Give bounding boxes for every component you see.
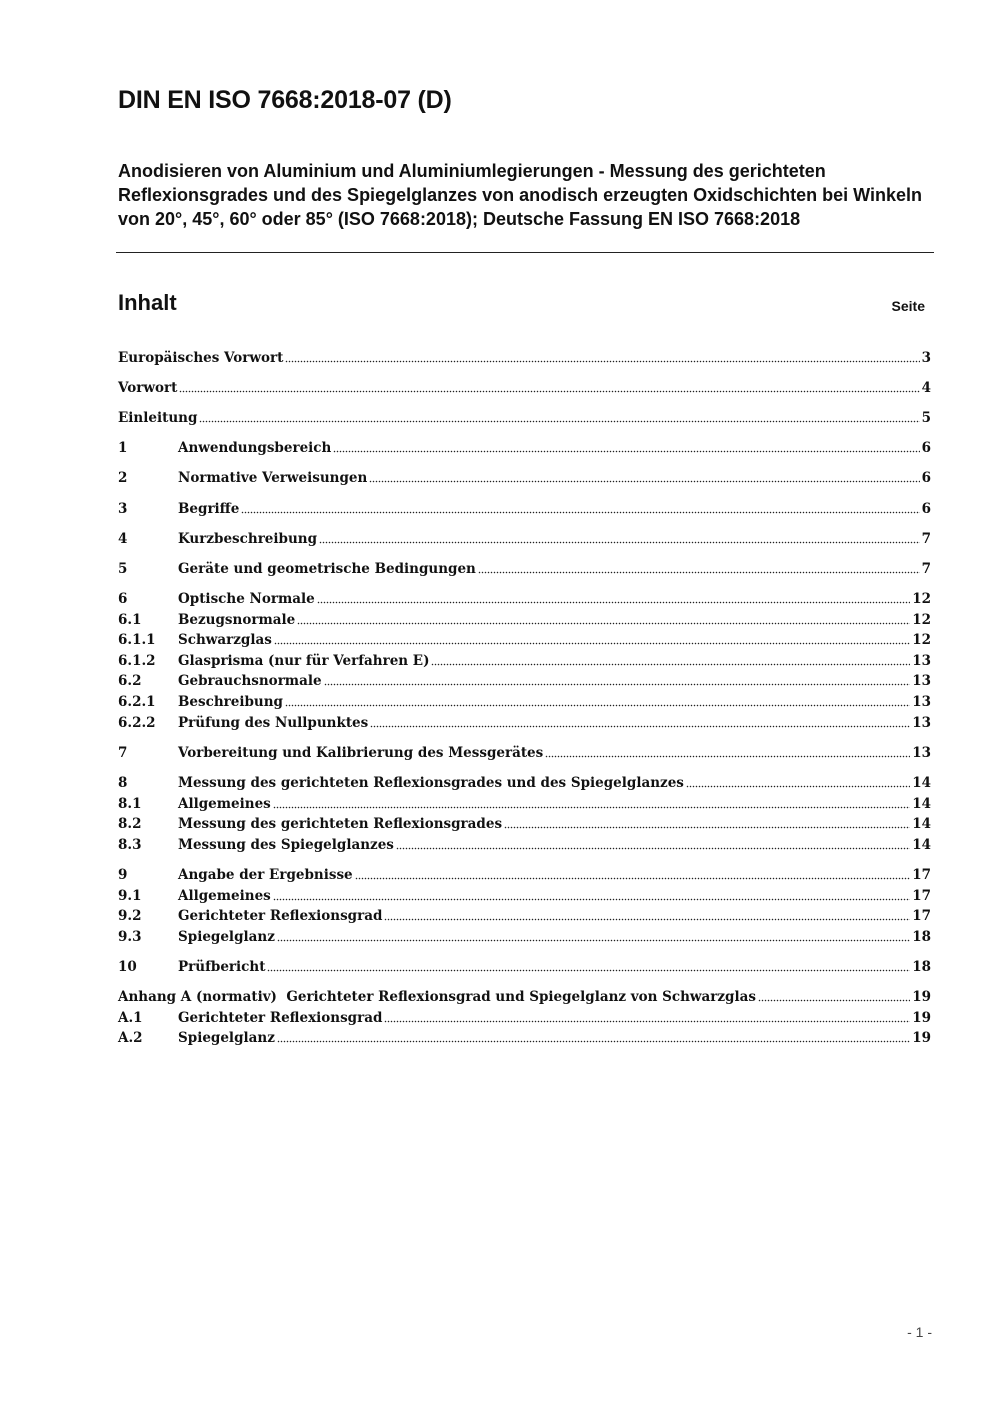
toc-entry-label: Einleitung [118,409,198,426]
toc-entry-label: Schwarzglas [178,632,272,649]
toc-entry[interactable] [118,1027,931,1048]
toc-entry-label: Prüfung des Nullpunktes [178,714,369,731]
toc-entry-label: Optische Normale [178,591,315,608]
toc-entry-label: Spiegelglanz [178,928,275,945]
toc-leader [431,662,910,666]
toc-entry[interactable] [118,1006,931,1027]
toc-entry-label: Allgemeines [178,887,271,904]
toc-entry-page: 13 [912,694,931,711]
toc-entry-page: 14 [912,836,931,853]
toc-entry-label: Normative Verweisungen [178,470,368,487]
toc-leader [324,682,911,686]
toc-entry-label: Bezugsnormale [178,611,296,628]
toc-entry-label: Vorwort [118,379,178,396]
toc-leader [319,540,920,544]
toc-entry-page: 17 [912,908,931,925]
toc-entry-number: 5 [118,560,128,577]
toc-entry-label: Angabe der Ergebnisse [178,867,353,883]
document-id: DIN EN ISO 7668:2018-07 (D) [118,86,452,114]
toc-entry[interactable] [118,406,931,427]
toc-entry[interactable] [118,467,931,488]
toc-entry[interactable] [118,863,931,884]
toc-entry-page: 14 [912,816,931,833]
toc-entry-page: 12 [912,632,931,649]
toc-entry[interactable] [118,741,931,762]
toc-entry-label: Messung des gerichteten Reflexionsgrades und des Spiegelglanzes [178,775,684,792]
toc-entry-label: Beschreibung [178,694,283,711]
toc-entry-label: Messung des Spiegelglanzes [178,836,394,853]
toc-entry[interactable] [118,925,931,946]
toc-entry-number: 9 [118,867,128,883]
toc-leader [285,703,910,707]
toc-leader [545,754,910,758]
toc-leader [317,600,911,604]
toc-entry[interactable] [118,629,931,650]
toc-leader [333,449,919,453]
toc-entry-number: 6.2.1 [118,694,156,711]
toc-page-column-label: Seite [891,298,925,314]
toc-entry-label: Messung des gerichteten Reflexionsgrades [178,816,503,833]
toc-entry[interactable] [118,905,931,926]
toc-entry-page: 19 [912,1009,931,1026]
toc-entry-page: 12 [912,591,931,608]
toc-entry[interactable] [118,986,931,1007]
toc-entry-page: 13 [912,652,931,669]
toc-entry-number: 9.3 [118,928,142,945]
toc-entry-number: 6 [118,591,128,608]
toc-entry-label: Geräte und geometrische Bedingungen [178,560,476,577]
toc-entry[interactable] [118,670,931,691]
toc-entry-label: Prüfbericht [178,958,266,975]
toc-entry-number: 6.1 [118,611,142,628]
toc-entry-page: 5 [921,409,931,426]
toc-entry[interactable] [118,690,931,711]
toc-leader [370,724,910,728]
toc-entry-page: 6 [921,500,931,517]
toc-entry[interactable] [118,884,931,905]
toc-entry-number: 6.1.2 [118,652,156,669]
toc-entry-label: Europäisches Vorwort [118,349,284,366]
toc-leader [478,570,920,574]
toc-leader [277,1039,910,1043]
toc-entry[interactable] [118,792,931,813]
toc-entry[interactable] [118,346,931,367]
toc-entry-number: 6.2 [118,673,142,690]
toc-entry-number: 2 [118,470,128,487]
toc-entry-page: 18 [912,958,931,975]
toc-entry[interactable] [118,557,931,578]
toc-leader [758,998,910,1002]
toc-leader [277,938,910,942]
toc-entry[interactable] [118,527,931,548]
toc-entry-label: Anwendungsbereich [178,440,332,457]
toc-entry-page: 6 [921,440,931,457]
toc-entry-number: 9.1 [118,887,142,904]
toc-entry-label: Allgemeines [178,795,271,812]
toc-entry-page: 13 [912,744,931,761]
toc-entry-page: 7 [921,560,931,577]
toc-entry-page: 13 [912,673,931,690]
toc-entry-label: Gerichteter Reflexionsgrad [178,908,383,925]
toc-leader [396,846,910,850]
toc-leader [369,479,919,483]
toc-entry-page: 19 [912,1030,931,1047]
toc-heading: Inhalt [118,290,177,315]
toc-leader [384,1019,910,1023]
toc-entry-page: 13 [912,714,931,731]
toc-entry-page: 7 [921,530,931,547]
toc-entry[interactable] [118,608,931,629]
toc-leader [273,805,910,809]
toc-entry-number: 8.1 [118,795,142,812]
toc-entry-number: 4 [118,530,128,547]
toc-entry[interactable] [118,813,931,834]
toc-entry-page: 4 [921,379,931,396]
toc-leader [179,389,919,393]
toc-entry[interactable] [118,833,931,854]
toc-entry-label: Glasprisma (nur für Verfahren E) [178,652,430,669]
toc-entry-number: A.2 [118,1030,143,1047]
toc-entry[interactable] [118,437,931,458]
toc-entry-label: Vorbereitung und Kalibrierung des Messgerätes [178,744,544,761]
toc-entry[interactable] [118,771,931,792]
table-of-contents [118,346,931,1047]
toc-entry-label: Kurzbeschreibung [178,530,318,547]
toc-entry-label: Spiegelglanz [178,1030,275,1047]
toc-entry-page: 14 [912,775,931,792]
toc-leader [686,784,910,788]
toc-leader [241,510,919,514]
toc-entry-label: Begriffe [178,500,240,517]
toc-entry-number: A.1 [118,1009,143,1026]
toc-entry-number: 9.2 [118,908,142,925]
toc-entry-label: Gebrauchsnormale [178,673,322,690]
toc-leader [285,359,919,363]
toc-leader [273,897,910,901]
title-divider [116,252,934,253]
toc-entry-number: 10 [118,958,137,975]
toc-entry[interactable] [118,497,931,518]
toc-entry-page: 17 [912,867,931,883]
toc-entry-page: 19 [912,989,931,1006]
toc-entry-page: 14 [912,795,931,812]
toc-entry-number: 8.2 [118,816,142,833]
toc-entry[interactable] [118,955,931,976]
toc-entry-number: 8.3 [118,836,142,853]
toc-entry-page: 6 [921,470,931,487]
toc-leader [297,621,910,625]
toc-entry-page: 18 [912,928,931,945]
document-title: Anodisieren von Aluminium und Aluminiumlegierungen - Messung des gerichteten Reflexionsgrades und des Spiegelglanzes von anodisch erzeugten Oxidschichten bei Winkeln von 20°, 45°, 60° oder 85° (ISO 7668:2018); Deutsche Fassung EN ISO 7668:2018 [118,161,923,229]
toc-entry-page: 17 [912,887,931,904]
toc-entry[interactable] [118,588,931,609]
toc-entry-number: 8 [118,775,128,792]
toc-entry-label: Gerichteter Reflexionsgrad [178,1009,383,1026]
toc-entry-number: 1 [118,440,128,457]
page-number: - 1 - [907,1324,932,1340]
toc-entry[interactable] [118,376,931,397]
toc-leader [199,419,919,423]
toc-leader [355,876,911,880]
toc-entry-number: 3 [118,500,128,517]
toc-leader [504,825,910,829]
toc-entry-number: 7 [118,744,128,761]
toc-entry-page: 12 [912,611,931,628]
toc-leader [274,641,910,645]
toc-entry-page: 3 [921,349,931,366]
toc-entry-number: 6.2.2 [118,714,156,731]
toc-leader [384,917,910,921]
toc-leader [267,968,910,972]
toc-entry-number: 6.1.1 [118,632,156,649]
toc-entry[interactable] [118,649,931,670]
toc-entry-label: Anhang A (normativ) Gerichteter Reflexionsgrad und Spiegelglanz von Schwarzglas [118,989,756,1006]
toc-entry[interactable] [118,711,931,732]
